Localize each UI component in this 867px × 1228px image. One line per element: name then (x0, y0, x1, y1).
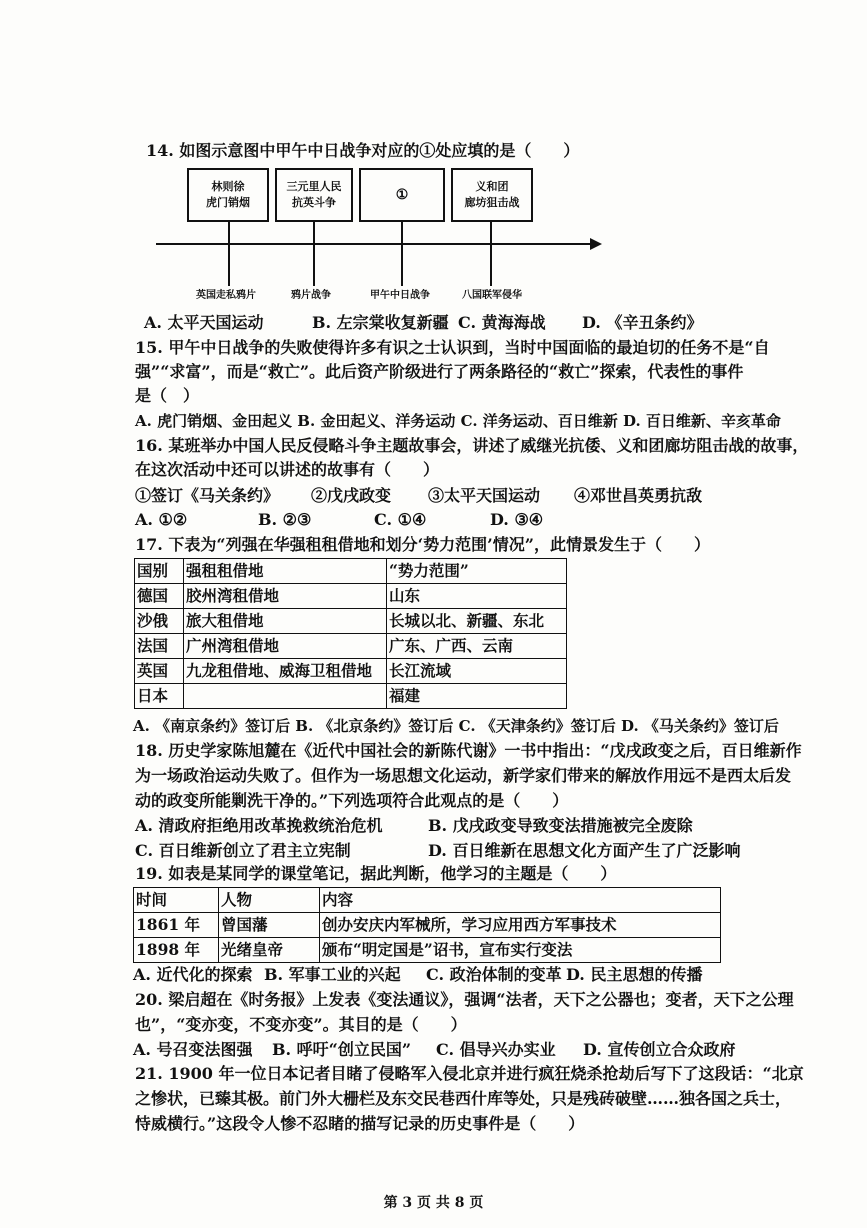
q17-cell (184, 684, 387, 709)
timeline-box-1-line-1: 林则徐 (211, 180, 245, 193)
timeline-box-2-line-1: 三元里人民 (286, 180, 342, 193)
q20-line-1: 20. 梁启超在《时务报》上发表《变法通议》，强调“法者，天下之公器也；变者，天下之公理 (135, 990, 794, 1009)
q15-line-2: 强”“求富”，而是“救亡”。此后资产阶级进行了两条路径的“救亡”探索，代表性的事件 (135, 362, 744, 381)
q14-option-b[interactable]: B. 左宗棠收复新疆 (312, 313, 449, 332)
timeline-label-2: 鸦片战争 (291, 290, 331, 301)
timeline-label-3: 甲午中日战争 (370, 290, 430, 301)
q15-line-3: 是（ ） (135, 386, 200, 405)
q17-cell: 日本 (135, 684, 184, 709)
q17-cell: 山东 (387, 584, 567, 609)
q16-item-4: ④邓世昌英勇抗敌 (574, 486, 703, 505)
timeline-box-4-line-1: 义和团 (475, 180, 509, 193)
q17-options[interactable]: A. 《南京条约》签订后 B. 《北京条约》签订后 C. 《天津条约》签订后 D. 《马关条约》签订后 (133, 717, 779, 735)
q17-cell: 广东、广西、云南 (387, 634, 567, 659)
q15-options[interactable]: A. 虎门销烟、金田起义 B. 金田起义、洋务运动 C. 洋务运动、百日维新 D. 百日维新、辛亥革命 (135, 412, 781, 430)
q14-option-c[interactable]: C. 黄海海战 (458, 313, 546, 332)
q19-header-content: 内容 (320, 888, 721, 913)
q19-option-d[interactable]: D. 民主思想的传播 (566, 965, 703, 984)
q19-table (133, 887, 721, 963)
q16-option-b[interactable]: B. ②③ (258, 510, 312, 529)
timeline-tick-1 (228, 222, 230, 286)
page-footer: 第 3 页 共 8 页 (383, 1195, 484, 1211)
q19-cell: 1861 年 (134, 913, 219, 938)
q18-line-1: 18. 历史学家陈旭麓在《近代中国社会的新陈代谢》一书中指出：“戊戌政变之后，百日维新作 (135, 741, 802, 760)
q21-line-1: 21. 1900 年一位日本记者目睹了侵略军入侵北京并进行疯狂烧杀抢劫后写下了这段话：“北京 (135, 1064, 804, 1083)
q16-option-c[interactable]: C. ①④ (374, 510, 427, 529)
q14-option-d[interactable]: D. 《辛丑条约》 (582, 313, 703, 332)
timeline-box-1 (187, 168, 269, 222)
q17-table-header (135, 559, 567, 584)
q17-cell: 法国 (135, 634, 184, 659)
q17-header-country: 国别 (135, 559, 184, 584)
q17-header-lease: 强租租借地 (184, 559, 387, 584)
q16-item-2: ②戊戌政变 (311, 486, 392, 505)
timeline-box-4-line-2: 廊坊狙击战 (464, 196, 520, 209)
q17-cell: 英国 (135, 659, 184, 684)
timeline-box-1-line-2: 虎门销烟 (206, 196, 250, 209)
q16-item-1: ①签订《马关条约》 (135, 486, 280, 505)
q14-stem: 14. 如图示意图中甲午中日战争对应的①处应填的是（ ） (146, 141, 580, 160)
timeline-box-4 (451, 168, 533, 222)
q16-option-a[interactable]: A. ①② (135, 510, 188, 529)
timeline-axis (156, 243, 592, 245)
q18-option-c[interactable]: C. 百日维新创立了君主立宪制 (135, 841, 351, 860)
q16-line-2: 在这次活动中还可以讲述的故事有（ ） (135, 460, 440, 479)
timeline-box-2-line-2: 抗英斗争 (292, 196, 336, 209)
q19-stem: 19. 如表是某同学的课堂笔记，据此判断，他学习的主题是（ ） (135, 864, 617, 883)
q17-cell: 德国 (135, 584, 184, 609)
timeline-tick-2 (313, 222, 315, 286)
q19-cell: 1898 年 (134, 938, 219, 963)
q17-cell: 福建 (387, 684, 567, 709)
q19-option-a[interactable]: A. 近代化的探索 (133, 965, 253, 984)
table-row (134, 913, 721, 938)
table-row (135, 684, 567, 709)
q14-option-a[interactable]: A. 太平天国运动 (144, 313, 264, 332)
q16-option-d[interactable]: D. ③④ (490, 510, 544, 529)
table-row (135, 584, 567, 609)
q19-option-c[interactable]: C. 政治体制的变革 (426, 965, 562, 984)
q18-option-b[interactable]: B. 戊戌政变导致变法措施被完全废除 (428, 816, 693, 835)
q15-line-1: 15. 甲午中日战争的失败使得许多有识之士认识到，当时中国面临的最迫切的任务不是“自 (135, 338, 770, 357)
q18-option-d[interactable]: D. 百日维新在思想文化方面产生了广泛影响 (428, 841, 741, 860)
timeline-label-1: 英国走私鸦片 (196, 290, 256, 301)
timeline-tick-3 (401, 222, 403, 286)
timeline-box-2 (275, 168, 353, 222)
q21-line-3: 恃威横行。”这段令人惨不忍睹的描写记录的历史事件是（ ） (135, 1114, 585, 1133)
q20-option-b[interactable]: B. 呼吁“创立民国” (272, 1040, 412, 1059)
timeline-label-4: 八国联军侵华 (462, 290, 522, 301)
timeline-box-3: ① (359, 168, 445, 222)
q16-item-3: ③太平天国运动 (428, 486, 541, 505)
q17-cell: 胶州湾租借地 (184, 584, 387, 609)
q17-cell: 长城以北、新疆、东北 (387, 609, 567, 634)
q20-option-c[interactable]: C. 倡导兴办实业 (436, 1040, 556, 1059)
q19-cell: 颁布“明定国是”诏书，宣布实行变法 (320, 938, 721, 963)
q17-header-sphere: “势力范围” (387, 559, 567, 584)
timeline-tick-4 (490, 222, 492, 286)
q19-table-header (134, 888, 721, 913)
q19-cell: 创办安庆内军械所，学习应用西方军事技术 (320, 913, 721, 938)
table-row (134, 938, 721, 963)
q17-cell: 旅大租借地 (184, 609, 387, 634)
q17-cell: 广州湾租借地 (184, 634, 387, 659)
q20-option-a[interactable]: A. 号召变法图强 (133, 1040, 253, 1059)
q16-line-1: 16. 某班举办中国人民反侵略斗争主题故事会，讲述了威继光抗倭、义和团廊坊阻击战的故事， (135, 436, 809, 455)
q19-cell: 曾国藩 (219, 913, 320, 938)
q19-cell: 光绪皇帝 (219, 938, 320, 963)
q17-table (134, 558, 567, 709)
table-row (135, 634, 567, 659)
table-row (135, 659, 567, 684)
q19-header-time: 时间 (134, 888, 219, 913)
table-row (135, 609, 567, 634)
q21-line-2: 之惨状，已臻其极。前门外大栅栏及东交民巷西什库等处，只是残砖破壁……独各国之兵士， (135, 1089, 792, 1108)
q17-cell: 沙俄 (135, 609, 184, 634)
q19-header-person: 人物 (219, 888, 320, 913)
q17-cell: 九龙租借地、威海卫租借地 (184, 659, 387, 684)
q20-option-d[interactable]: D. 宣传创立合众政府 (583, 1040, 736, 1059)
q18-line-2: 为一场政治运动失败了。但作为一场思想文化运动，新学家们带来的解放作用远不是西太后发 (135, 766, 792, 785)
q18-line-3: 动的政变所能剿洗干净的。”下列选项符合此观点的是（ ） (135, 791, 569, 810)
q20-line-2: 也”，“变亦变，不变亦变”。其目的是（ ） (135, 1015, 467, 1034)
q17-cell: 长江流域 (387, 659, 567, 684)
q17-stem: 17. 下表为“列强在华强租租借地和划分‘势力范围’情况”，此情景发生于（ ） (135, 535, 710, 554)
q18-option-a[interactable]: A. 清政府拒绝用改革挽救统治危机 (135, 816, 383, 835)
timeline-arrow-icon (590, 238, 602, 250)
q19-option-b[interactable]: B. 军事工业的兴起 (264, 965, 401, 984)
